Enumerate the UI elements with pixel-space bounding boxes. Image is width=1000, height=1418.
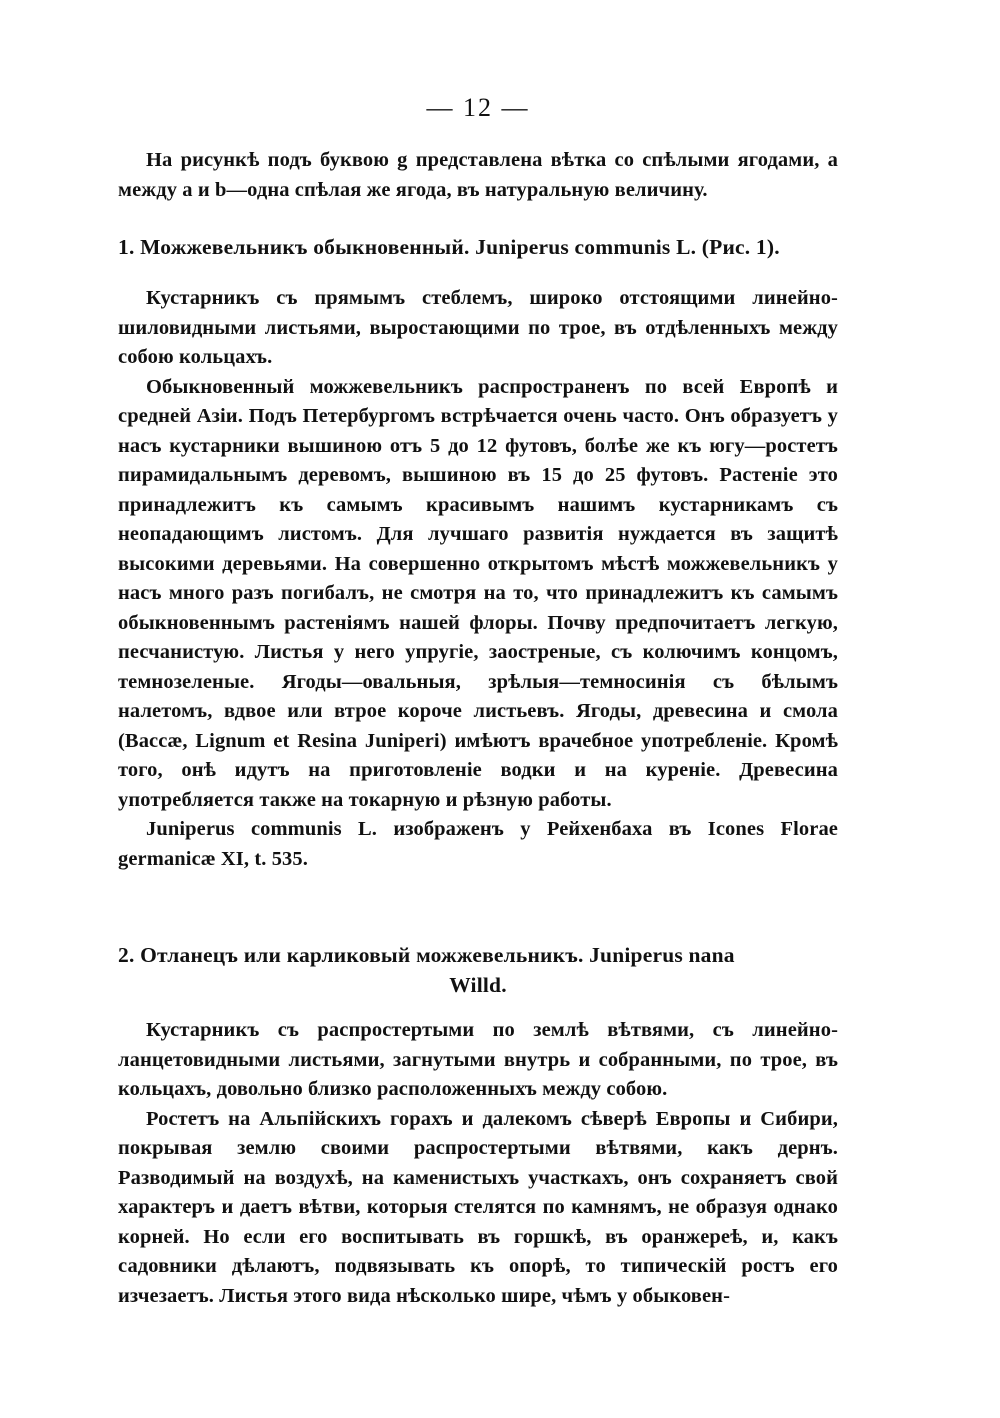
section-1-paragraph-1: Кустарникъ съ прямымъ стеблемъ, широко отстоящими линейно-шиловидными листьями, выростающими по трое, въ отдѣленныхъ между собою кольцахъ. <box>118 287 838 368</box>
intro-block <box>118 146 838 205</box>
section-1-heading: 1. Можжевельникъ обыкновенный. Juniperus communis L. (Рис. 1). <box>118 235 780 259</box>
section-2-paragraph-2: Ростетъ на Альпійскихъ горахъ и далекомъ сѣверѣ Европы и Сибири, покрывая землю своими распростертыми вѣтвями, какъ дернъ. Разводимый на воздухѣ, на каменистыхъ участкахъ, онъ сохраняетъ свой характеръ и даетъ вѣтви, которыя стелятся по камнямъ, не образуя однако корней. Но если его воспитывать въ горшкѣ, въ оранжереѣ, и, какъ садовники дѣлаютъ, подвязывать къ опорѣ, то типическій ростъ его изчезаетъ. Листья этого вида нѣсколько шире, чѣмъ у обыковен- <box>118 1107 838 1307</box>
section-1-body <box>118 284 838 874</box>
section-2-heading-line-1: 2. Отланецъ или карликовый можжевельникъ. Juniperus nana <box>118 943 735 967</box>
page-number: — 12 — <box>426 93 530 122</box>
section-2 <box>118 940 838 1000</box>
section-2-body <box>118 1016 838 1311</box>
section-2-heading-line-2: Willd. <box>449 973 507 997</box>
intro-paragraph: На рисункѣ подъ буквою g представлена вѣтка со спѣлыми ягодами, а между a и b—одна спѣлая же ягода, въ натуральную величину. <box>118 149 838 201</box>
section-2-paragraph-1: Кустарникъ съ распростертыми по землѣ вѣтвями, съ линейно-ланцетовидными листьями, загнутыми внутрь и собранными, по трое, въ кольцахъ, довольно близко расположенныхъ между собою. <box>118 1019 838 1100</box>
section-1-paragraph-2: Обыкновенный можжевельникъ распространенъ по всей Европѣ и средней Азіи. Подъ Петербургомъ встрѣчается очень часто. Онъ образуетъ у насъ кустарники вышиною отъ 5 до 12 футовъ, болѣе же къ югу—ростетъ пирамидальнымъ деревомъ, вышиною въ 15 до 25 футовъ. Растеніе это принадлежитъ къ самымъ красивымъ нашимъ кустарникамъ съ неопадающимъ листомъ. Для лучшаго развитія нуждается въ защитѣ высокими деревьями. На совершенно открытомъ мѣстѣ можжевельникъ у насъ много разъ погибалъ, не смотря на то, что принадлежитъ къ самымъ обыкновеннымъ растеніямъ нашей флоры. Почву предпочитаетъ легкую, песчанистую. Листья у него упругіе, заостреные, съ колючимъ концомъ, темнозеленые. Ягоды—овальныя, зрѣлыя—темносинія съ бѣлымъ налетомъ, вдвое или втрое короче листьевъ. Ягоды, древесина и смола (Baccæ, Lignum et Resina Juniperi) имѣютъ врачебное употребленіе. Кромѣ того, онѣ идутъ на приготовленіе водки и на куреніе. Древесина употребляется также на токарную и рѣзную работы. <box>118 375 838 811</box>
section-1-paragraph-3: Juniperus communis L. изображенъ у Рейхенбаха въ Icones Florae germanicæ XI, t. 535. <box>118 818 838 870</box>
section-1 <box>118 232 838 262</box>
